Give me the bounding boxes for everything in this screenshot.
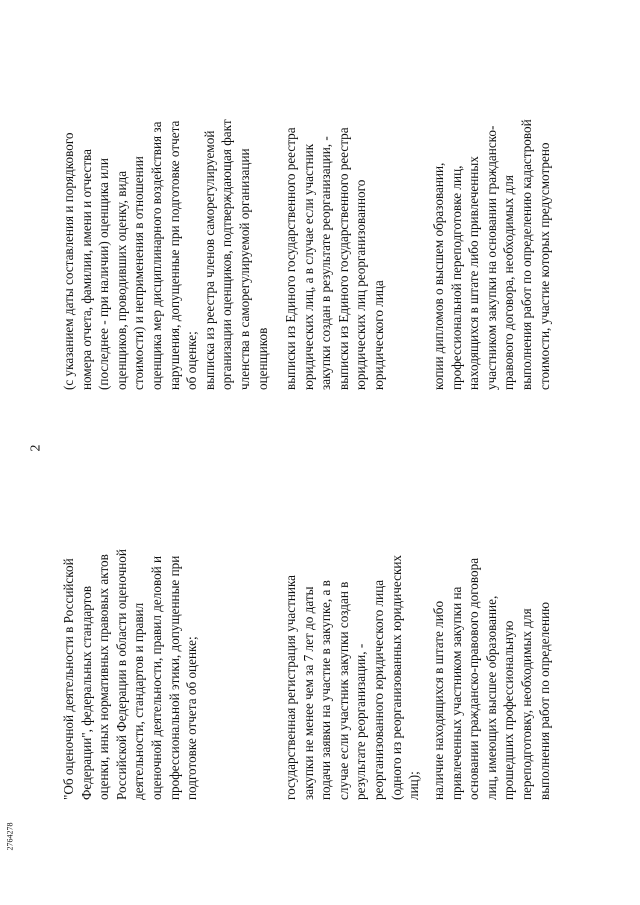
requirement-cell: государственная регистрация участника закупки не менее чем за 7 лет до даты подачи заявки на участие в закупке, а в случае если участник закупки создан в результате реорганизации, - реорганизованного юридического лица (одного из реорганизованных юридических лиц); [283, 554, 422, 800]
requirement-cell: наличие находящихся в штате либо привлеченных участником закупки на основании гражданско-правового договора лиц, имеющих высшее образование, прошедших профессиональную переподготовку, необходимых для выполнения работ по определению [431, 557, 552, 800]
table-row [282, 60, 423, 895]
document-cell: копии дипломов о высшем образовании, профессиональной переподготовке лиц, находящихся в штате либо привлеченных участником закупки на основании гражданско- правового договора, необходимых для выполнения работ по определению кадастровой стоимости, участие которых предусмотрено [431, 119, 552, 390]
page-number: 2 [28, 444, 44, 452]
requirement-cell: "Об оценочной деятельности в Российской Федерации", федеральных стандартов оценки, иных нормативных правовых актов Российской Федерации в области оценочной деятельности, стандартов и правил оценочной деятельности, правил деловой и профессиональной этики, допущенные при подготовке отчета об оценке; [61, 549, 200, 800]
table-row [430, 60, 553, 895]
requirements-table [60, 60, 560, 895]
table-row [60, 60, 271, 895]
document-cell: (с указанием даты составления и порядкового номера отчета, фамилии, имени и отчества (последнее - при наличии) оценщика или оценщиков, проводивших оценку, вида стоимости) и неприменения в отношении оценщика мер дисциплинарного воздействия за нарушения, допущенные при подготовке отчета об оценке; выписка из реестра членов саморегулируемой организации оценщиков, подтверждающая факт членства в саморегулируемой организации оценщиков [61, 119, 270, 390]
document-code: 2764278 [5, 822, 15, 851]
document-cell: выписки из Единого государственного реестра юридических лиц, а в случае если участник закупки создан в результате реорганизации, - выписки из Единого государственного реестра юридических лиц реорганизованного юридического лица [283, 127, 386, 390]
